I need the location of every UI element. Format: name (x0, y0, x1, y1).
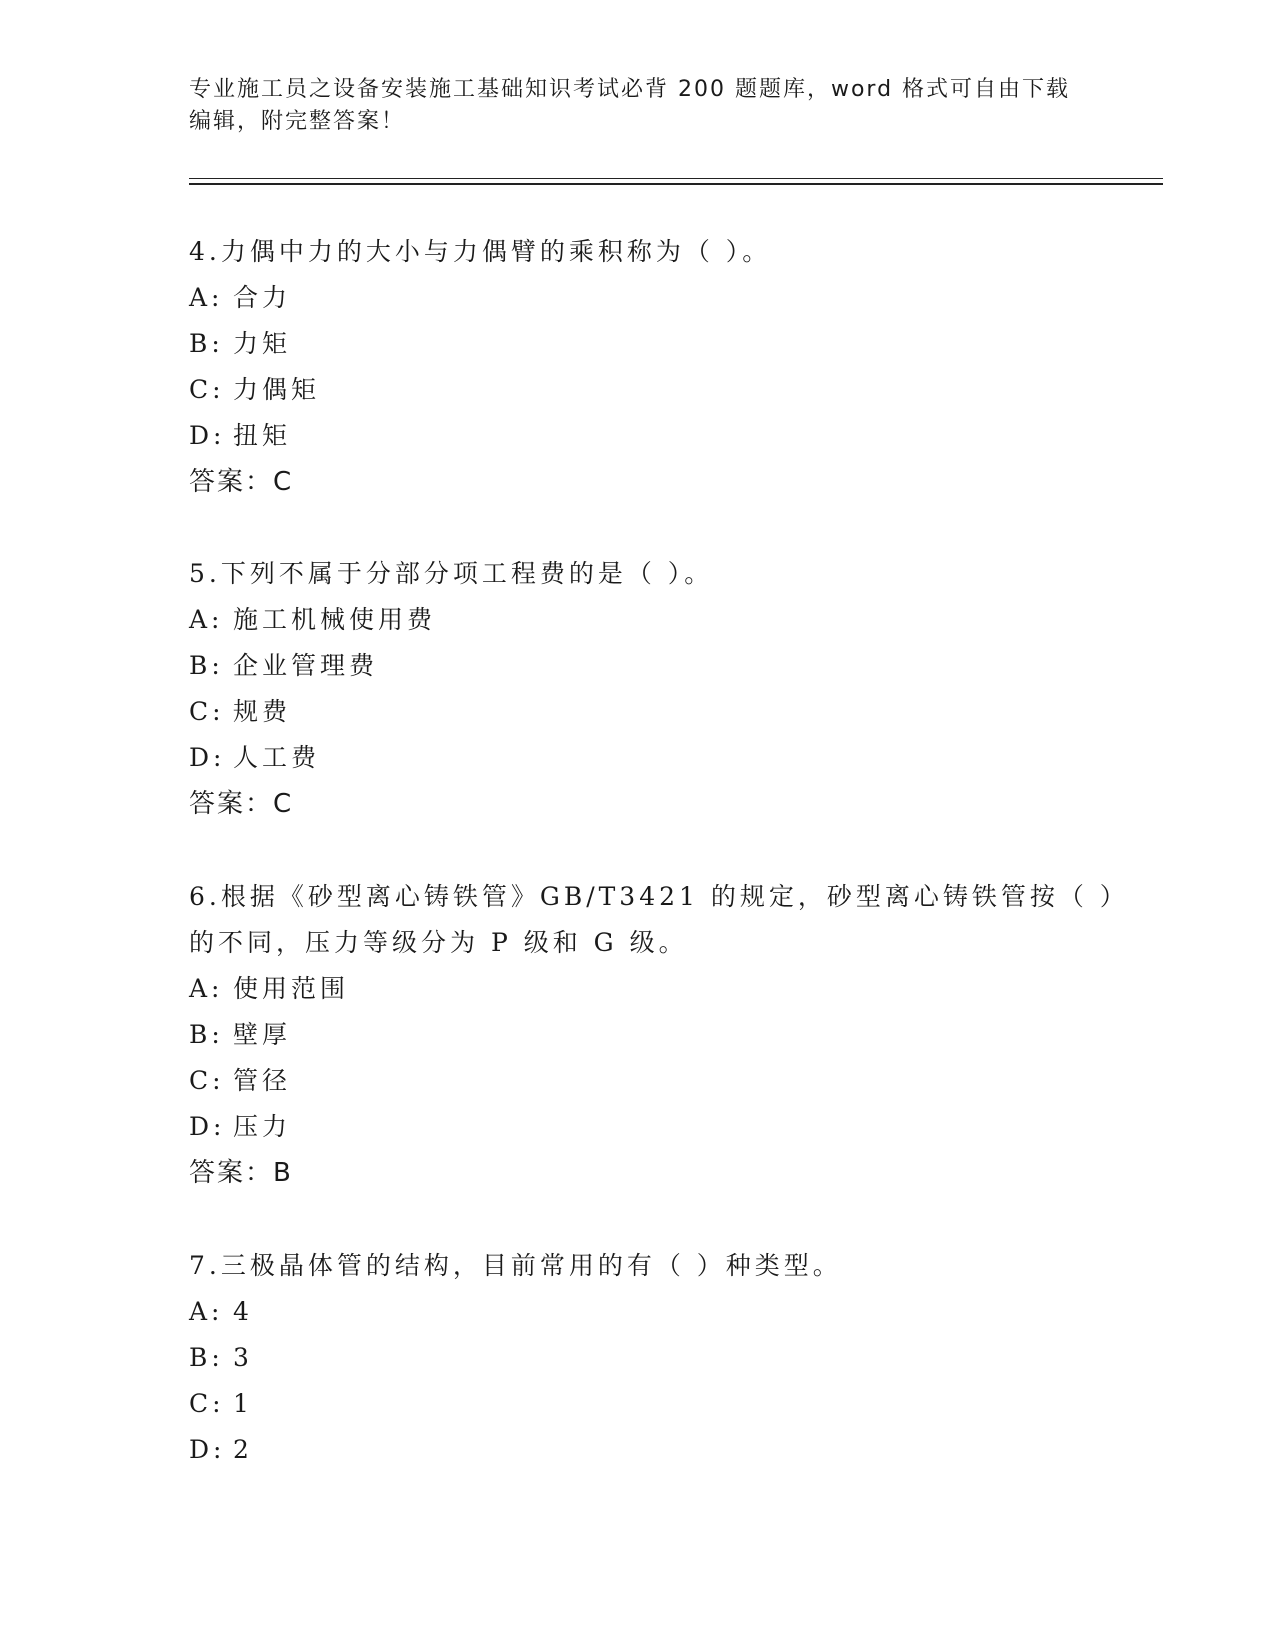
option-a (189, 275, 1149, 321)
option-letter: A: (189, 974, 224, 1003)
option-text: 2 (233, 1435, 253, 1464)
option-letter: D: (189, 421, 226, 450)
option-c (189, 689, 1149, 735)
option-text: 3 (233, 1343, 253, 1372)
header-divider-top (189, 178, 1163, 179)
option-text: 合力 (233, 283, 292, 312)
option-d (189, 735, 1149, 781)
option-letter: D: (189, 743, 226, 772)
option-text: 规费 (233, 697, 292, 726)
option-b (189, 1012, 1149, 1058)
header-line-2: 编辑，附完整答案！ (189, 109, 406, 134)
question-stem-line-2: 的不同，压力等级分为 P 级和 G 级。 (189, 928, 688, 957)
question-7 (189, 1243, 1149, 1473)
option-text: 1 (233, 1389, 253, 1418)
option-a (189, 1289, 1149, 1335)
option-c (189, 1381, 1149, 1427)
option-text: 使用范围 (233, 974, 350, 1003)
option-text: 力偶矩 (233, 375, 321, 404)
option-text: 力矩 (233, 329, 292, 358)
option-c (189, 367, 1149, 413)
question-stem-line-1: 6.根据《砂型离心铸铁管》GB/T3421 的规定，砂型离心铸铁管按（ ） (189, 882, 1129, 911)
option-b (189, 321, 1149, 367)
option-c (189, 1058, 1149, 1104)
option-letter: B: (189, 1343, 224, 1372)
answer-line: 答案：B (189, 1158, 293, 1188)
option-letter: A: (189, 283, 224, 312)
header-divider-bottom (189, 183, 1163, 185)
question-stem: 4.力偶中力的大小与力偶臂的乘积称为（ ）。 (189, 237, 772, 266)
option-d (189, 413, 1149, 459)
option-letter: B: (189, 329, 224, 358)
header-line-1: 专业施工员之设备安装施工基础知识考试必背 200 题题库，word 格式可自由下载 (189, 77, 1071, 102)
option-letter: C: (189, 1389, 225, 1418)
option-text: 施工机械使用费 (233, 605, 437, 634)
option-d (189, 1427, 1149, 1473)
question-6 (189, 874, 1149, 1196)
option-text: 企业管理费 (233, 651, 379, 680)
option-text: 壁厚 (233, 1020, 292, 1049)
document-header (189, 74, 1089, 138)
option-a (189, 597, 1149, 643)
option-letter: C: (189, 697, 225, 726)
option-text: 压力 (233, 1112, 292, 1141)
option-text: 管径 (233, 1066, 292, 1095)
option-text: 人工费 (233, 743, 321, 772)
question-4 (189, 229, 1149, 505)
option-letter: D: (189, 1112, 226, 1141)
answer-line: 答案：C (189, 789, 294, 819)
question-5 (189, 551, 1149, 827)
option-d (189, 1104, 1149, 1150)
option-letter: D: (189, 1435, 226, 1464)
option-letter: B: (189, 651, 224, 680)
option-letter: A: (189, 1297, 224, 1326)
option-a (189, 966, 1149, 1012)
option-b (189, 643, 1149, 689)
answer-line: 答案：C (189, 467, 294, 497)
option-letter: C: (189, 1066, 225, 1095)
option-b (189, 1335, 1149, 1381)
option-text: 扭矩 (233, 421, 292, 450)
option-letter: C: (189, 375, 225, 404)
option-text: 4 (233, 1297, 253, 1326)
option-letter: B: (189, 1020, 224, 1049)
question-stem: 5.下列不属于分部分项工程费的是（ ）。 (189, 559, 714, 588)
question-stem: 7.三极晶体管的结构，目前常用的有（ ）种类型。 (189, 1251, 842, 1280)
option-letter: A: (189, 605, 224, 634)
